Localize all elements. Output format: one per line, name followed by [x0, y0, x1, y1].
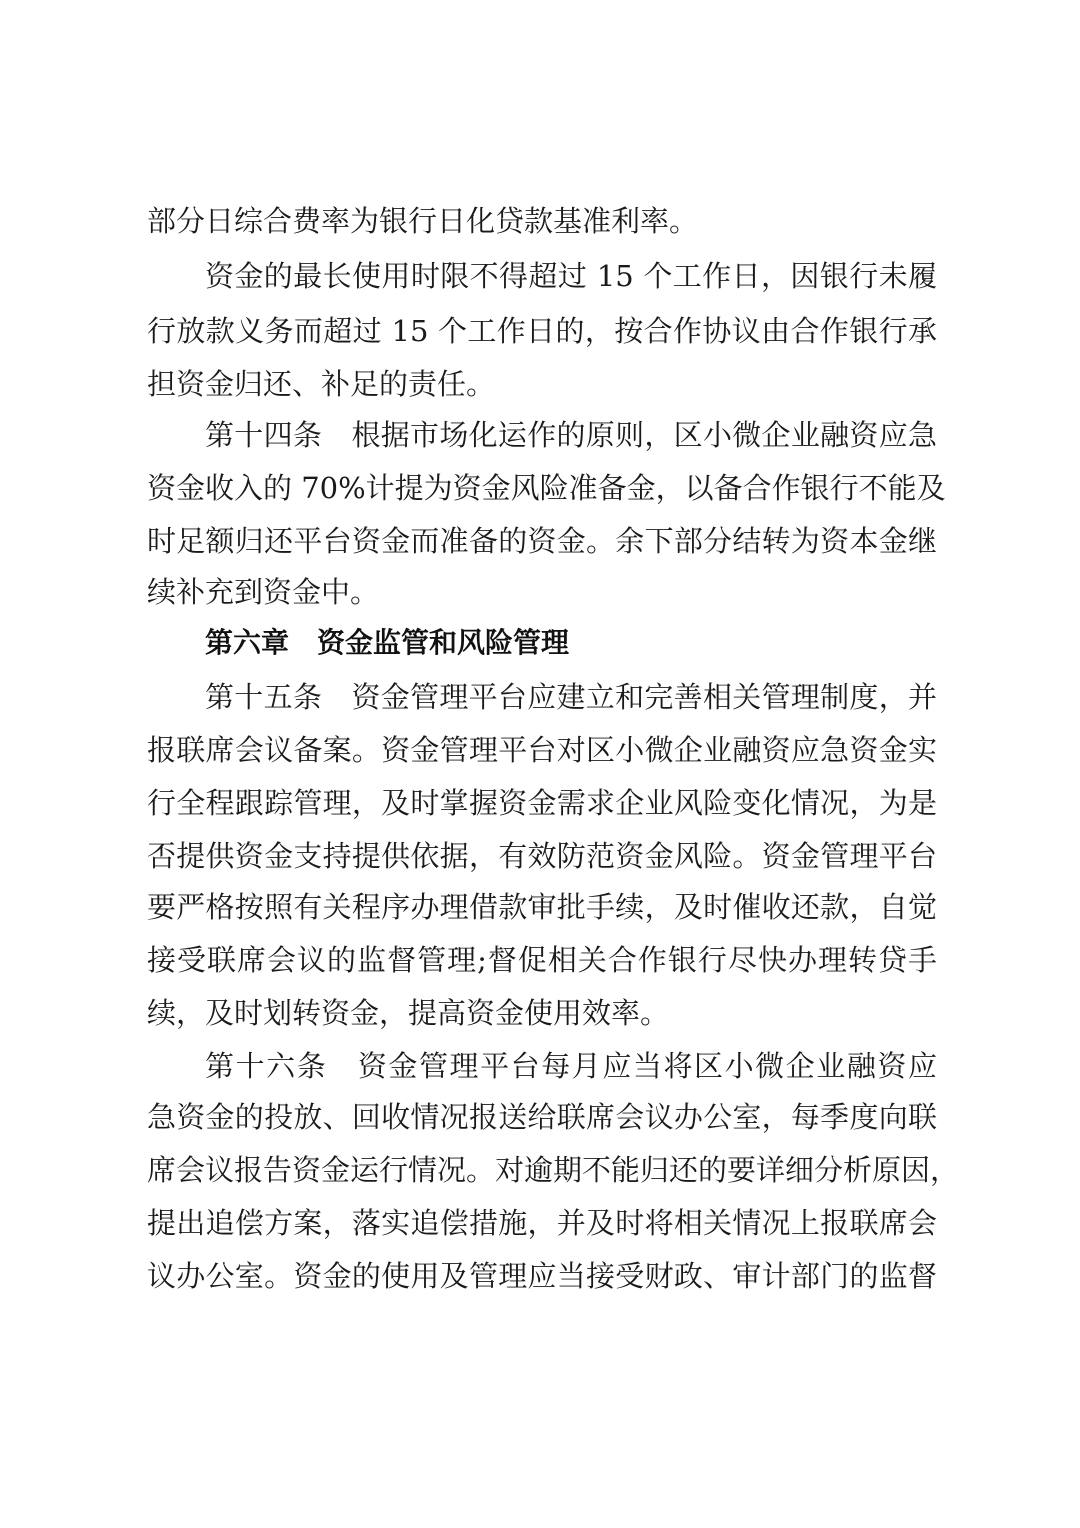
- text-line: 资金收入的 70%计提为资金风险准备金，以备合作银行不能及: [147, 471, 946, 505]
- text-line: 担资金归还、补足的责任。: [147, 367, 496, 401]
- text-line: 急资金的投放、回收情况报送给联席会议办公室，每季度向联: [147, 1100, 937, 1134]
- text-line: 议办公室。资金的使用及管理应当接受财政、审计部门的监督: [147, 1259, 937, 1293]
- text-line: 行全程跟踪管理，及时掌握资金需求企业风险变化情况，为是: [147, 786, 937, 820]
- text-line: 部分日综合费率为银行日化贷款基准利率。: [147, 204, 699, 238]
- text-line: 第十六条 资金管理平台每月应当将区小微企业融资应: [205, 1049, 937, 1083]
- text-line: 报联席会议备案。资金管理平台对区小微企业融资应急资金实: [147, 733, 937, 767]
- text-line: 否提供资金支持提供依据，有效防范资金风险。资金管理平台: [147, 839, 937, 873]
- text-line: 续补充到资金中。: [147, 575, 380, 609]
- text-line: 第十五条 资金管理平台应建立和完善相关管理制度，并: [205, 680, 937, 714]
- chapter-heading: 第六章 资金监管和风险管理: [205, 626, 570, 659]
- text-line: 时足额归还平台资金而准备的资金。余下部分结转为资本金继: [147, 524, 937, 558]
- text-line: 要严格按照有关程序办理借款审批手续，及时催收还款，自觉: [147, 890, 937, 924]
- text-line: 席会议报告资金运行情况。对逾期不能归还的要详细分析原因，: [147, 1153, 960, 1187]
- text-line: 提出追偿方案，落实追偿措施，并及时将相关情况上报联席会: [147, 1206, 937, 1240]
- text-line: 续，及时划转资金，提高资金使用效率。: [147, 996, 670, 1030]
- text-line: 第十四条 根据市场化运作的原则，区小微企业融资应急: [205, 418, 937, 452]
- text-line: 接受联席会议的监督管理;督促相关合作银行尽快办理转贷手: [147, 943, 937, 977]
- text-line: 资金的最长使用时限不得超过 15 个工作日，因银行未履: [205, 259, 937, 293]
- text-line: 行放款义务而超过 15 个工作日的，按合作协议由合作银行承: [147, 314, 937, 348]
